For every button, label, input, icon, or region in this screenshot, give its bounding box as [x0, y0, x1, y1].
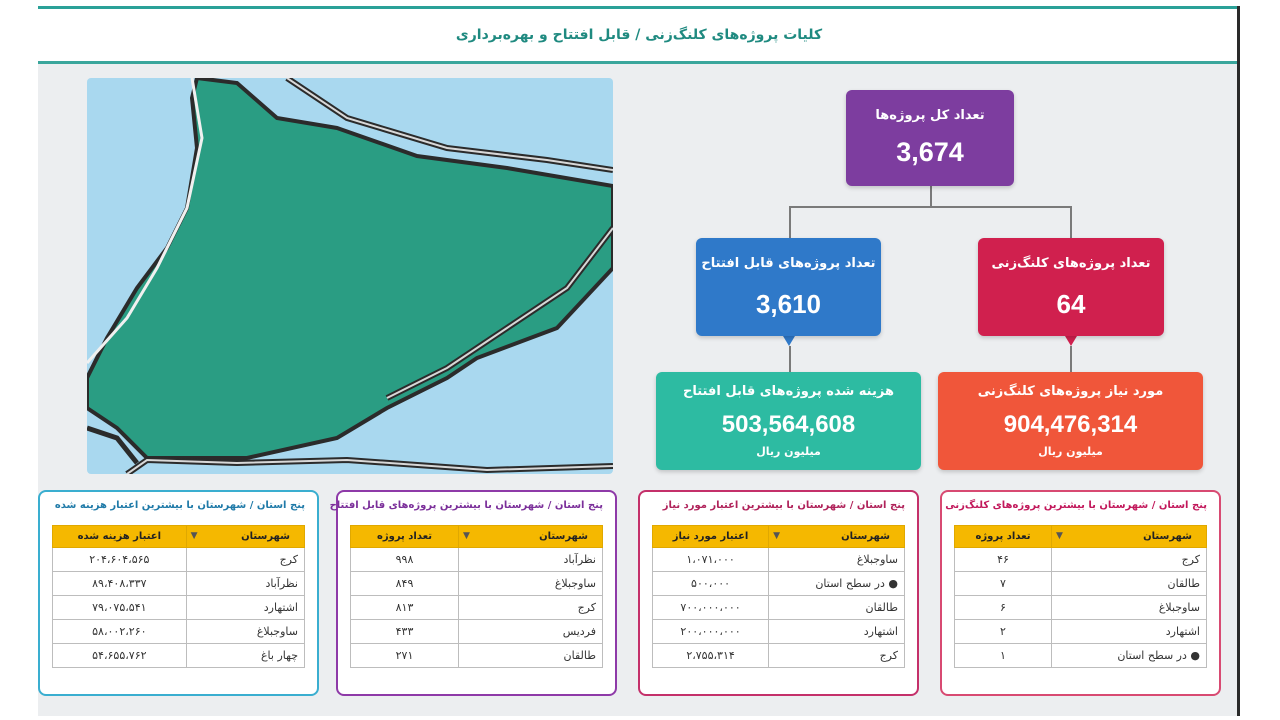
- cell-city: طالقان: [769, 596, 905, 620]
- total-projects-label: تعداد کل پروژه‌ها: [875, 108, 985, 123]
- connector-line: [930, 186, 932, 206]
- table-panel-spent-credit: [38, 490, 319, 696]
- table-row[interactable]: [351, 572, 603, 596]
- data-table: [954, 525, 1207, 668]
- column-header-required-credit[interactable]: اعتبار مورد نیاز: [653, 526, 769, 548]
- openable-cost-unit: میلیون ریال: [756, 445, 821, 458]
- cell-city: نظرآباد: [458, 548, 602, 572]
- cell-value: ۵۰۰،۰۰۰: [653, 572, 769, 596]
- table-row[interactable]: [53, 572, 305, 596]
- header-bar: [38, 6, 1240, 64]
- openable-projects-card[interactable]: [696, 238, 881, 336]
- table-title: پنج استان / شهرستان با بیشترین اعتبار هزینه شده: [54, 500, 305, 511]
- total-projects-value: 3,674: [896, 137, 964, 167]
- cell-value: ۱،۰۷۱،۰۰۰: [653, 548, 769, 572]
- cell-city: چهار باغ: [186, 644, 304, 668]
- cell-city: ساوجبلاغ: [458, 572, 602, 596]
- table-row[interactable]: [653, 596, 905, 620]
- cell-city: ساوجبلاغ: [769, 548, 905, 572]
- cell-value: ۲: [955, 620, 1052, 644]
- table-row[interactable]: [351, 620, 603, 644]
- cell-value: ۲۰۰،۰۰۰،۰۰۰: [653, 620, 769, 644]
- cell-value: ۷۹،۰۷۵،۵۴۱: [53, 596, 187, 620]
- cell-value: ۸۱۳: [351, 596, 459, 620]
- connector-pin: [1065, 336, 1077, 346]
- cell-city: اشتهارد: [769, 620, 905, 644]
- cell-city: کرج: [458, 596, 602, 620]
- filter-icon[interactable]: ▼: [773, 531, 781, 541]
- cell-value: ۱: [955, 644, 1052, 668]
- connector-pin: [783, 336, 795, 346]
- table-row[interactable]: [955, 572, 1207, 596]
- groundbreaking-need-card[interactable]: [938, 372, 1203, 470]
- cell-value: ۶: [955, 596, 1052, 620]
- filter-icon[interactable]: ▼: [190, 531, 198, 541]
- cell-city: اشتهارد: [1051, 620, 1206, 644]
- table-row[interactable]: [955, 596, 1207, 620]
- table-row[interactable]: [351, 548, 603, 572]
- cell-value: ۲۷۱: [351, 644, 459, 668]
- connector-line: [789, 206, 1071, 208]
- table-panel-openable-count: [329, 490, 617, 696]
- table-row[interactable]: [351, 644, 603, 668]
- cell-value: ۸۹،۴۰۸،۳۳۷: [53, 572, 187, 596]
- groundbreaking-projects-card[interactable]: [978, 238, 1164, 336]
- groundbreaking-projects-label: تعداد پروژه‌های کلنگ‌زنی: [991, 256, 1151, 271]
- connector-line: [789, 346, 791, 372]
- column-header-city[interactable]: شهرستان ▼: [1051, 526, 1206, 548]
- cell-city: ساوجبلاغ: [186, 620, 304, 644]
- province-map[interactable]: [87, 78, 613, 474]
- table-panel-required-credit: [638, 490, 919, 696]
- cell-value: ۷: [955, 572, 1052, 596]
- cell-city: ● در سطح استان: [1051, 644, 1206, 668]
- column-header-count[interactable]: تعداد پروژه: [351, 526, 459, 548]
- table-row[interactable]: [955, 620, 1207, 644]
- table-row[interactable]: [351, 596, 603, 620]
- dashboard: [38, 6, 1240, 716]
- table-row[interactable]: [653, 620, 905, 644]
- cell-city: فردیس: [458, 620, 602, 644]
- column-header-spent-credit[interactable]: اعتبار هزینه شده: [53, 526, 187, 548]
- cell-city: ساوجبلاغ: [1051, 596, 1206, 620]
- cell-city: نظرآباد: [186, 572, 304, 596]
- cell-value: ۴۳۳: [351, 620, 459, 644]
- column-header-count[interactable]: تعداد پروژه: [955, 526, 1052, 548]
- window-edge: [1237, 6, 1240, 716]
- table-row[interactable]: [653, 548, 905, 572]
- cell-city: کرج: [186, 548, 304, 572]
- cell-value: ۵۸،۰۰۲،۲۶۰: [53, 620, 187, 644]
- connector-line: [789, 206, 791, 238]
- cell-value: ۸۴۹: [351, 572, 459, 596]
- connector-line: [1070, 346, 1072, 372]
- openable-cost-label: هزینه شده پروژه‌های قابل افتتاح: [683, 384, 894, 399]
- openable-cost-card[interactable]: [656, 372, 921, 470]
- table-row[interactable]: [53, 596, 305, 620]
- cell-city: کرج: [1051, 548, 1206, 572]
- cell-city: طالقان: [458, 644, 602, 668]
- column-header-city[interactable]: شهرستان ▼: [769, 526, 905, 548]
- column-header-city[interactable]: شهرستان ▼: [186, 526, 304, 548]
- cell-value: ۲۰۴،۶۰۴،۵۶۵: [53, 548, 187, 572]
- connector-line: [1070, 206, 1072, 238]
- cell-city: طالقان: [1051, 572, 1206, 596]
- table-row[interactable]: [53, 548, 305, 572]
- cell-value: ۲،۷۵۵،۳۱۴: [653, 644, 769, 668]
- table-row[interactable]: [653, 644, 905, 668]
- cell-city: کرج: [769, 644, 905, 668]
- cell-value: ۵۴،۶۵۵،۷۶۲: [53, 644, 187, 668]
- groundbreaking-need-unit: میلیون ریال: [1038, 445, 1103, 458]
- openable-projects-label: تعداد پروژه‌های قابل افتتاح: [701, 256, 876, 271]
- map-svg[interactable]: [87, 78, 613, 474]
- filter-icon[interactable]: ▼: [1055, 531, 1063, 541]
- table-row[interactable]: [955, 644, 1207, 668]
- groundbreaking-need-value: 904,476,314: [1003, 411, 1138, 438]
- filter-icon[interactable]: ▼: [462, 531, 470, 541]
- total-projects-card[interactable]: [846, 90, 1014, 186]
- data-table: [652, 525, 905, 668]
- table-row[interactable]: [53, 620, 305, 644]
- data-table: [52, 525, 305, 668]
- table-panel-groundbreaking-count: [940, 490, 1221, 696]
- openable-projects-value: 3,610: [755, 289, 822, 319]
- groundbreaking-need-label: مورد نیاز پروژه‌های کلنگ‌زنی: [977, 384, 1164, 399]
- table-row[interactable]: [653, 572, 905, 596]
- cell-value: ۷۰۰،۰۰۰،۰۰۰: [653, 596, 769, 620]
- cell-city: ● در سطح استان: [769, 572, 905, 596]
- cell-value: ۹۹۸: [351, 548, 459, 572]
- column-header-city[interactable]: شهرستان ▼: [458, 526, 602, 548]
- cell-city: اشتهارد: [186, 596, 304, 620]
- table-row[interactable]: [955, 548, 1207, 572]
- table-title: پنج استان / شهرستان با بیشترین پروژه‌های کلنگ‌زنی: [945, 500, 1207, 511]
- map-region-province[interactable]: [87, 78, 613, 458]
- openable-cost-value: 503,564,608: [721, 411, 856, 438]
- page-title: کلیات پروژه‌های کلنگ‌زنی / قابل افتتاح و بهره‌برداری: [455, 27, 823, 43]
- cell-value: ۴۶: [955, 548, 1052, 572]
- groundbreaking-projects-value: 64: [1056, 289, 1086, 319]
- data-table: [350, 525, 603, 668]
- table-row[interactable]: [53, 644, 305, 668]
- table-title: پنج استان / شهرستان با بیشترین اعتبار مورد نیاز: [662, 500, 905, 511]
- table-title: پنج استان / شهرستان با بیشترین پروژه‌های قابل افتتاح: [329, 500, 603, 511]
